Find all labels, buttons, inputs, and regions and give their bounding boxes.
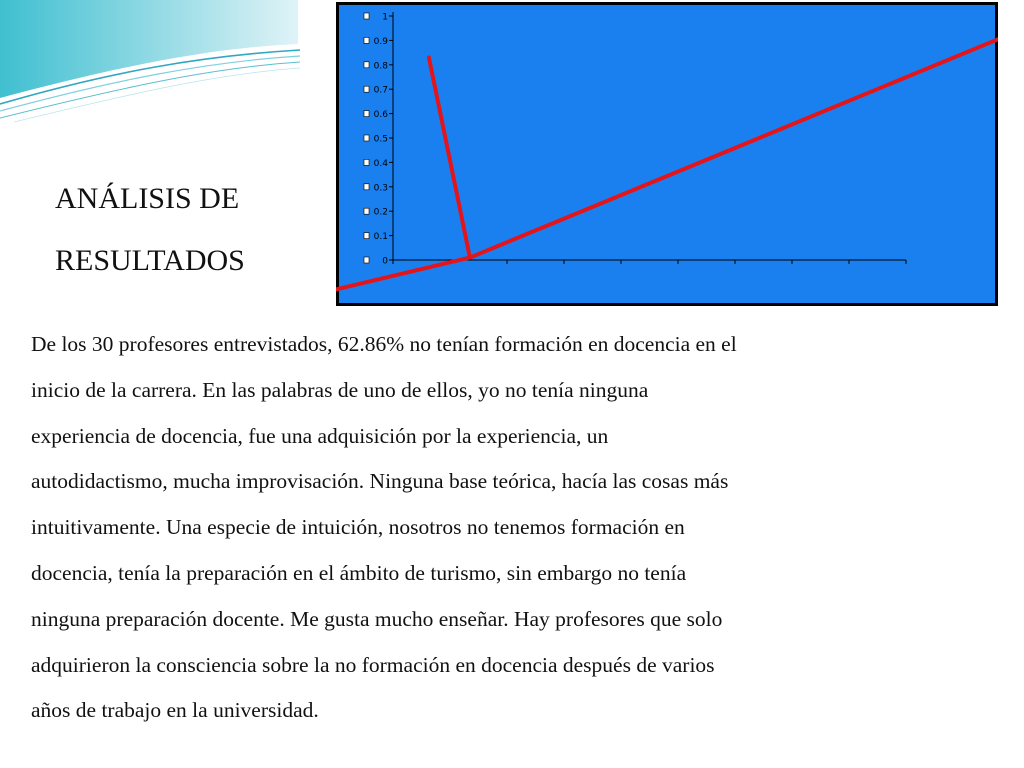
y-tick-label: 0 [382,256,388,267]
y-tick-marker [364,62,369,68]
y-tick-label: 0.1 [373,232,388,243]
y-tick-label: 0.9 [373,36,388,47]
slide-title [55,168,245,292]
y-tick-marker [364,37,369,43]
body-line: inicio de la carrera. En las palabras de uno de ellos, yo no tenía ninguna [31,377,649,402]
body-line: ninguna preparación docente. Me gusta mucho enseñar. Hay profesores que solo [31,606,723,631]
y-tick-marker [364,208,369,214]
y-tick-marker [364,233,369,239]
y-tick-label: 0.6 [373,110,388,121]
y-tick-label: 0.8 [373,61,388,72]
title-line-2: RESULTADOS [55,244,245,277]
y-tick-label: 0.3 [373,183,388,194]
body-line: autodidactismo, mucha improvisación. Ninguna base teórica, hacía las cosas más [31,469,729,494]
body-line: De los 30 profesores entrevistados, 62.86% no tenían formación en docencia en el [31,332,737,356]
body-line: docencia, tenía la preparación en el ámbito de turismo, sin embargo no tenía [31,560,687,585]
line-chart [336,2,998,306]
body-line: intuitivamente. Una especie de intuición, nosotros no tenemos formación en [31,515,685,540]
body-line: adquirieron la consciencia sobre la no formación en docencia después de varios [31,652,715,677]
y-tick-marker [364,159,369,165]
body-line: experiencia de docencia, fue una adquisición por la experiencia, un [31,423,609,448]
y-tick-marker [364,135,369,141]
y-tick-marker [364,257,369,263]
title-line-1: ANÁLISIS DE [55,182,240,215]
body-line: años de trabajo en la universidad. [31,698,319,723]
chart-background [338,4,997,305]
y-tick-label: 0.5 [373,134,388,145]
y-tick-marker [364,111,369,117]
y-tick-label: 0.4 [373,158,388,169]
body-paragraph [31,322,991,734]
y-tick-label: 0.2 [373,207,388,218]
y-tick-label: 0.7 [373,85,388,96]
y-tick-marker [364,184,369,190]
chart [336,2,998,306]
y-tick-label: 1 [382,12,388,23]
y-tick-marker [364,86,369,92]
y-tick-marker [364,13,369,19]
decorative-swoosh [0,0,310,130]
